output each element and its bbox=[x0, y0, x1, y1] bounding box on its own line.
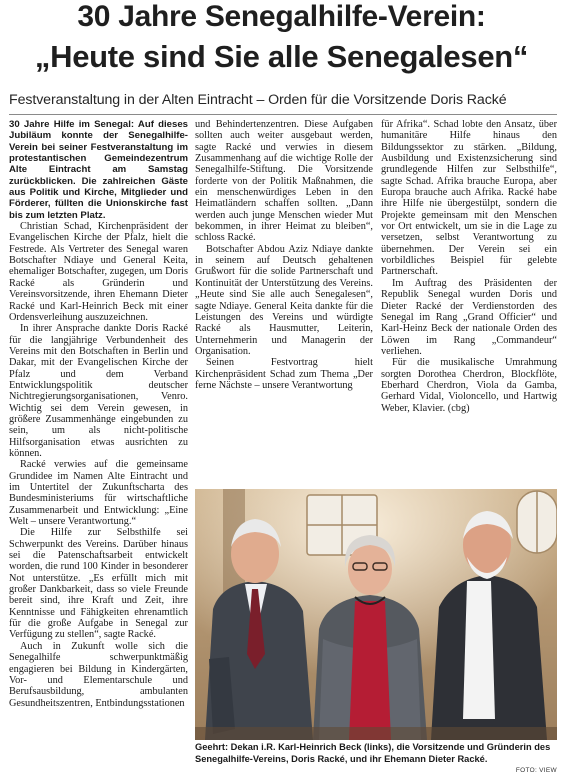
article-column-1 bbox=[9, 119, 188, 778]
photo-illustration bbox=[195, 489, 557, 740]
headline-line-2: „Heute sind Sie alle Senegalesen“ bbox=[34, 39, 529, 74]
body-paragraph: und Behindertenzentren. Diese Aufgaben sollten auch weiter ausgebaut werden, sagte Racké und verwies in diesem Zusammenhang auf die wichtige Rolle der Senegalhilfe-Stiftung. Die Vorsitzende forderte von der Politik Maßnahmen, die ein menschenwürdiges Leben in den Heimatländern schaffen sollten. „Dann werden auch junge Menschen wieder Mut bekommen, in ihrer Heimat zu bleiben“, schloss Racké. bbox=[195, 119, 373, 244]
subtitle: Festveranstaltung in der Alten Eintracht – Orden für die Vorsitzende Doris Racké bbox=[9, 92, 507, 108]
body-paragraph: Für die musikalische Umrahmung sorgten Dorothea Cherdron, Blockflöte, Eberhard Cherdron, Viola da Gamba, Gerhard Vidal, Violoncello, und Hartwig Weber, Klavier. (cbg) bbox=[381, 357, 557, 414]
body-paragraph: Racké verwies auf die gemeinsame Grundidee im Namen Alte Eintracht und im Untertitel der Zukunftscharta des Bundesministeriums für wirtschaftliche Zusammenarbeit und Entwicklung: „Eine Welt – unsere Verantwortung.“ bbox=[9, 459, 188, 528]
headline-line-1: 30 Jahre Senegalhilfe-Verein: bbox=[77, 0, 486, 33]
headline-divider bbox=[9, 114, 557, 115]
body-paragraph: Die Hilfe zur Selbsthilfe sei Schwerpunkt des Vereins. Darüber hinaus sei die Patenschaftsarbeit entwickelt worden, die rund 100 Kinder in besonderer Not unterstütze. „Es erfüllt mich mit großer Dankbarkeit, dass so viele Freunde bereit sind, ihre Kraft und Zeit, ihre Kenntnisse und Fähigkeiten ehrenamtlich für die große Aufgabe in Senegal zur Verfügung zu stellen“, sagte Racké. bbox=[9, 527, 188, 641]
article-column-3 bbox=[381, 119, 557, 489]
body-paragraph: In ihrer Ansprache dankte Doris Racké für die langjährige Verbundenheit des Vereins mit den Botschaften in Berlin und Dakar, mit der Evangelischen Kirche der Pfalz und dem Verband Entwicklungspolitik deutscher Nichtregierungsorganisationen, Venro. Wichtig sei dem Verein gewesen, in größere Zusammenhänge eingebunden zu sein, um als nicht-politische Hilfsorganisation etwas ausrichten zu können. bbox=[9, 323, 188, 459]
photo-credit: FOTO: VIEW bbox=[515, 767, 557, 774]
honorees-photo bbox=[195, 489, 557, 740]
body-paragraph: Christian Schad, Kirchenpräsident der Evangelischen Kirche der Pfalz, hielt die Festrede. Als Vertreter des Senegal waren Botschafter Ndiaye und General Keita, ehemaliger Botschafter, zugegen, um Doris Racké als Gründerin und Vereinsvorsitzende, ihren Ehemann Dieter Racké und Karl-Heinrich Beck mit einer Ordensverleihung auszuzeichnen. bbox=[9, 221, 188, 323]
lead-paragraph: 30 Jahre Hilfe im Senegal: Auf dieses Jubiläum konnte der Senegalhilfe-Verein bei seiner Festveranstaltung im protestantischen Gemeindezentrum Alte Eintracht am Samstag zurückblicken. Die zahlreichen Gäste aus Politik und Kirche, Mitglieder und Förderer, füllten die Unionskirche fast bis zum letzten Platz. bbox=[9, 119, 188, 221]
body-paragraph: Seinen Festvortrag hielt Kirchenpräsident Schad zum Thema „Der ferne Nächste – unsere Verantwortung bbox=[195, 357, 373, 391]
photo-caption: Geehrt: Dekan i.R. Karl-Heinrich Beck (links), die Vorsitzende und Gründerin des Senegalhilfe-Vereins, Doris Racké, und ihr Ehemann Dieter Racké. bbox=[195, 742, 551, 764]
body-paragraph: Im Auftrag des Präsidenten der Republik Senegal wurden Doris und Dieter Racké der Verdienstorden des Senegal im Rang „Grand Officier“ und Karl-Heinz Beck der nationale Orden des Löwen im Rang „Commandeur“ verliehen. bbox=[381, 277, 557, 357]
body-paragraph: für Afrika“. Schad lobte den Ansatz, über humanitäre Hilfe hinaus den Bildungssektor zu stärken. „Bildung, Ausbildung und Existenzsicherung sind grundlegende Hilfen zur Selbsthilfe“, sagte Schad. Afrika brauche Europa, aber Europa brauche auch Afrika. Racké habe ihre Hilfe nie übergestülpt, sondern die Projekte gemeinsam mit den Menschen vor Ort entwickelt, um sie in die Lage zu versetzen, selbst Verantwortung zu übernehmen. Der Verein sei ein vorbildliches Beispiel für gelebte Partnerschaft. bbox=[381, 119, 557, 278]
body-paragraph: Auch in Zukunft wolle sich die Senegalhilfe schwerpunktmäßig engagieren bei Bildung in Kindergärten, Vor- und Elementarschule und Berufsausbildung, ambulanten Gesundheitszentren, Entbindungsstationen bbox=[9, 640, 188, 709]
body-paragraph: Botschafter Abdou Aziz Ndiaye dankte in seinem auf Deutsch gehaltenen Grußwort für die solide Partnerschaft und Kontinuität der Unterstützung des Vereins. „Heute sind Sie alle auch Senegalesen“, sagte Ndiaye. General Keita dankte für die Leistungen des Vereins und würdigte Racké als Hausmutter, Leiterin, Unternehmerin und Managerin der Organisation. bbox=[195, 243, 373, 357]
window-right bbox=[517, 491, 557, 553]
article-column-2 bbox=[195, 119, 373, 489]
